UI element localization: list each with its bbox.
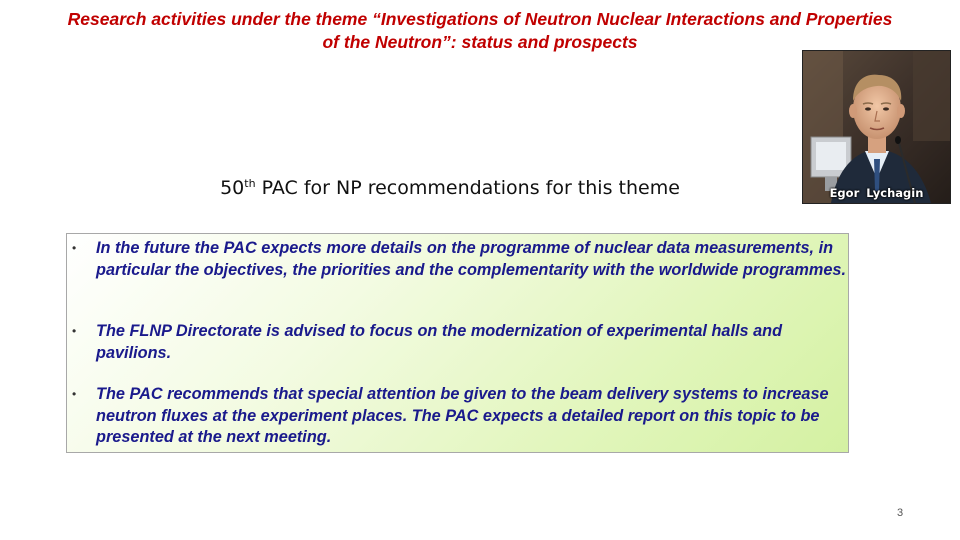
bullet-icon: • bbox=[72, 241, 77, 255]
speaker-photo bbox=[802, 50, 951, 204]
bullet-icon: • bbox=[72, 324, 77, 338]
speaker-name-caption: Egor Lychagin bbox=[829, 186, 924, 200]
ordinal-suffix: th bbox=[244, 177, 256, 190]
recommendations-box bbox=[66, 233, 849, 453]
recommendations-heading bbox=[160, 171, 740, 201]
recommendations-heading-text: PAC for NP recommendations for this theme bbox=[255, 177, 680, 199]
recommendation-text: The PAC recommends that special attention be given to the beam delivery systems to increase neutron fluxes at the experiment places. The PAC expects a detailed report on this topic to be presented at the next meeting. bbox=[96, 385, 829, 446]
slide-title bbox=[0, 8, 960, 54]
recommendation-text: In the future the PAC expects more details on the programme of nuclear data measurements, in particular the objectives, the priorities and the complementarity with the worldwide programmes. bbox=[96, 239, 847, 279]
recommendation-text: The FLNP Directorate is advised to focus on the modernization of experimental halls and pavilions. bbox=[96, 322, 783, 362]
slide-title-line-2: of the Neutron”: status and prospects bbox=[322, 32, 638, 52]
page-number: 3 bbox=[896, 507, 904, 519]
slide-title-line-1: Research activities under the theme “Investigations of Neutron Nuclear Interactions and Properties bbox=[67, 9, 893, 29]
speaker-photo-image bbox=[803, 51, 950, 203]
session-number: 50 bbox=[220, 177, 245, 199]
bullet-icon: • bbox=[72, 387, 77, 401]
